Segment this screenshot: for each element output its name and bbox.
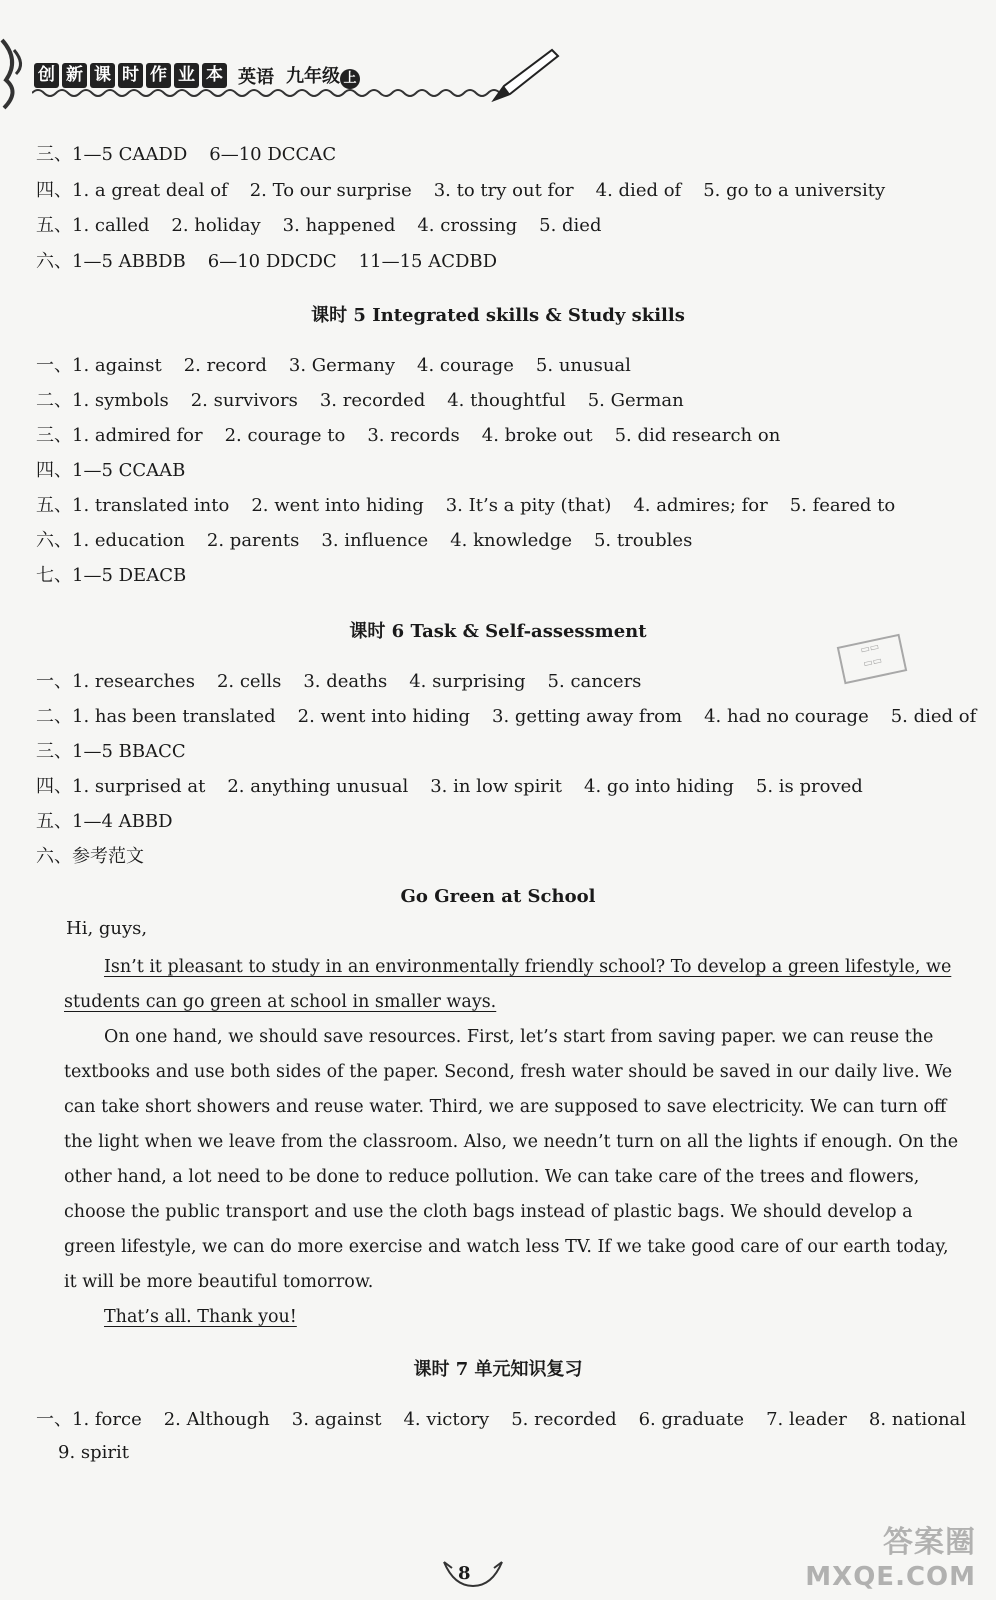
pencil-icon: [490, 46, 560, 106]
book-title: [34, 63, 227, 88]
answer-line: 五、1. called 2. holiday 3. happened 4. crossing 5. died: [36, 215, 602, 236]
book-subtitle: [238, 62, 360, 89]
answer-line: 四、1. a great deal of 2. To our surprise 3. to try out for 4. died of 5. go to a university: [36, 180, 886, 201]
subject-label: 英语: [238, 66, 274, 88]
answer-line: 六、1. education 2. parents 3. influence 4. knowledge 5. troubles: [36, 530, 693, 551]
title-char: 作: [146, 63, 171, 88]
answer-line: 二、1. symbols 2. survivors 3. recorded 4. thoughtful 5. German: [36, 390, 684, 411]
title-char: 本: [202, 63, 227, 88]
title-char: 时: [118, 63, 143, 88]
title-char: 创: [34, 63, 59, 88]
page-number: 8: [458, 1563, 471, 1584]
answer-line: 四、1. surprised at 2. anything unusual 3. in low spirit 4. go into hiding 5. is proved: [36, 776, 863, 797]
section-title: 课时 5 Integrated skills & Study skills: [311, 305, 685, 326]
grade-label: 九年级 上: [286, 62, 360, 89]
section-title: 课时 6 Task & Self-assessment: [349, 621, 647, 642]
answer-line: 三、1—5 CAADD 6—10 DCCAC: [36, 144, 337, 165]
essay-intro: Isn’t it pleasant to study in an environmentally friendly school? To develop a green lifestyle, we students can go green at school in smaller ways.: [64, 957, 952, 1012]
answer-line: 三、1. admired for 2. courage to 3. records 4. broke out 5. did research on: [36, 425, 781, 446]
page-header: [0, 0, 996, 120]
essay-title: Go Green at School: [400, 886, 596, 907]
answer-line: 一、1. researches 2. cells 3. deaths 4. surprising 5. cancers: [36, 671, 642, 692]
answer-line: 五、1. translated into 2. went into hiding 3. It’s a pity (that) 4. admires; for 5. feared to: [36, 495, 896, 516]
volume-badge: 上: [340, 69, 360, 89]
page-number-frame-icon: [440, 1556, 506, 1590]
answer-line: 五、1—4 ABBD: [36, 811, 173, 832]
title-char: 业: [174, 63, 199, 88]
watermark: [805, 1526, 976, 1594]
wavy-divider-icon: [32, 86, 502, 100]
stamp-icon: ▭▭ ▭▭: [837, 634, 908, 684]
essay-body: [64, 950, 960, 1335]
answer-line: 9. spirit: [58, 1442, 130, 1463]
title-char: 课: [90, 63, 115, 88]
answer-line: 一、1. force 2. Although 3. against 4. victory 5. recorded 6. graduate 7. leader 8. national: [36, 1409, 967, 1430]
answer-line: 二、1. has been translated 2. went into hiding 3. getting away from 4. had no courage 5. died of: [36, 706, 977, 727]
answer-line: 七、1—5 DEACB: [36, 565, 187, 586]
answer-line: 六、1—5 ABBDB 6—10 DDCDC 11—15 ACDBD: [36, 251, 498, 272]
essay-paragraph: On one hand, we should save resources. First, let’s start from saving paper. we can reuse the textbooks and use both sides of the paper. Second, fresh water should be saved in our daily live. We can take short showers and reuse water. Third, we are supposed to save electricity. We can turn off the light when we leave from the classroom. Also, we needn’t turn on all the lights if enough. On the other hand, a lot need to be done to reduce pollution. We can take care of the trees and flowers, choose the public transport and use the cloth bags instead of plastic bags. We should develop a green lifestyle, we can do more exercise and watch less TV. If we take good care of our earth today, it will be more beautiful tomorrow.: [64, 1027, 959, 1292]
answer-line: 六、参考范文: [36, 846, 144, 867]
watermark-logo: 答案圈: [883, 1525, 976, 1560]
title-char: 新: [62, 63, 87, 88]
essay-greeting: Hi, guys,: [66, 918, 148, 939]
watermark-url: MXQE.COM: [805, 1562, 976, 1592]
answer-line: 一、1. against 2. record 3. Germany 4. courage 5. unusual: [36, 355, 631, 376]
answer-line: 三、1—5 BBACC: [36, 741, 186, 762]
answer-line: 四、1—5 CCAAB: [36, 460, 186, 481]
essay-closing: That’s all. Thank you!: [104, 1307, 297, 1327]
section-title: 课时 7 单元知识复习: [413, 1359, 583, 1380]
